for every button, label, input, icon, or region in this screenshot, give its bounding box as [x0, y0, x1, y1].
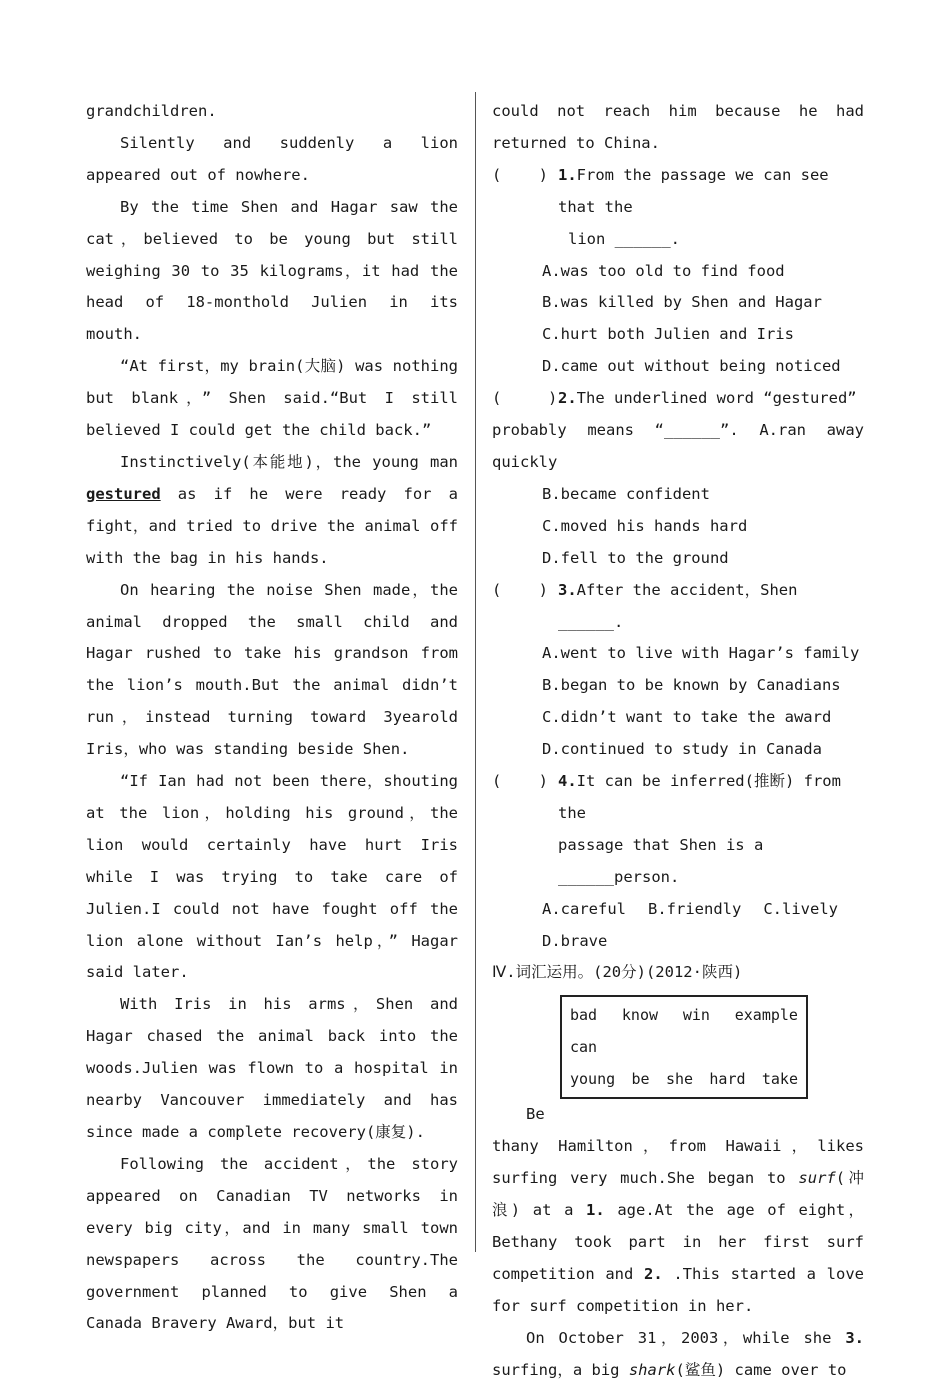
option: A.careful: [542, 899, 626, 918]
question-text: From the passage we can see that the: [558, 165, 829, 216]
word-bank-row: [570, 1063, 798, 1095]
paragraph: [86, 447, 458, 575]
section-heading: Ⅳ.词汇运用。(20分)(2012·陕西): [492, 963, 743, 982]
option: C.moved his hands hard: [542, 516, 748, 535]
question-number: 4.: [558, 772, 577, 791]
word-bank-word: example: [734, 1006, 798, 1025]
question-text: After the accident，Shen ______.: [558, 580, 798, 631]
option: A.went to live with Hagar’s family: [542, 644, 860, 663]
answer-blank[interactable]: ( ): [492, 772, 548, 791]
paragraph: [492, 1323, 864, 1387]
answer-blank[interactable]: ( ): [492, 389, 558, 408]
question-text: The underlined word “gestured”: [576, 389, 857, 408]
paragraph-text: (冲浪) at a: [492, 1169, 864, 1220]
paragraph: Silently and suddenly a lion appeared out of nowhere.: [86, 133, 458, 184]
paragraph: [492, 1131, 864, 1322]
option: D.fell to the ground: [542, 548, 729, 567]
blank-number: 1.: [586, 1201, 605, 1220]
paragraph: Following the accident，the story appeared on Canadian TV networks in every big city，and in many small town newspapers across the country.The government planned to give Shen a Canada Bravery Award，but it: [86, 1154, 458, 1333]
option: D.brave: [542, 931, 608, 950]
option-row: [492, 894, 864, 926]
paragraph: On hearing the noise Shen made，the animal dropped the small child and Hagar rushed to take his grandson from the lion’s mouth.But the animal didn’t run，instead turning toward 3yearold Iris，who was standing beside Shen.: [86, 580, 458, 759]
paragraph-text: On October 31，2003，while she: [526, 1328, 846, 1347]
option: C.hurt both Julien and Iris: [542, 325, 794, 344]
paragraph: “At first，my brain(大脑) was nothing but blank，” Shen said.“But I still believed I could get the child back.”: [86, 357, 458, 440]
option: C.lively: [763, 899, 838, 918]
left-column: [86, 96, 458, 1340]
question-number: 2.: [558, 389, 577, 408]
option: B.friendly: [648, 899, 742, 918]
word-bank-word: be: [631, 1070, 650, 1089]
paragraph-text: Instinctively(本能地)，the young man: [120, 452, 458, 471]
paragraph: With Iris in his arms，Shen and Hagar chased the animal back into the woods.Julien was flown to a hospital in nearby Vancouver immediately and has since made a complete recovery(康复).: [86, 995, 458, 1141]
paragraph-start: Be: [526, 1105, 545, 1124]
word-bank-word: know: [621, 1006, 659, 1025]
column-divider: [475, 92, 476, 1252]
option: D.continued to study in Canada: [542, 740, 822, 759]
word-bank-word: bad: [570, 1006, 598, 1025]
question-3: [492, 575, 864, 766]
paragraph-text: .This started a love for surf competition in her.: [492, 1264, 865, 1315]
right-column: [492, 96, 864, 1387]
option: B.began to be known by Canadians: [542, 676, 841, 695]
paragraph: By the time Shen and Hagar saw the cat，believed to be young but still weighing 30 to 35 kilograms，it had the head of 18-monthold Julien in its mouth.: [86, 197, 458, 344]
word-bank-word: hard: [709, 1070, 746, 1089]
question-1: [492, 160, 864, 383]
paragraph-text: surfing，a big: [492, 1360, 629, 1379]
word-bank-word: can: [570, 1038, 598, 1057]
paragraph: grandchildren.: [86, 102, 217, 120]
paragraph-text: as if he were ready for a fight，and tried to drive the animal off with the bag in his hands.: [86, 484, 458, 567]
word-bank-word: young: [570, 1070, 616, 1089]
paragraph: “If Ian had not been there，shouting at the lion，holding his ground，the lion would certainly have hurt Iris while I was trying to take care of Julien.I could not have fought off the lion alone without Ian’s help，” Hagar said later.: [86, 772, 458, 982]
italic-word: surf: [798, 1169, 836, 1188]
paragraph-text: (鲨鱼) came over to: [675, 1360, 847, 1379]
option: A.was too old to find food: [542, 261, 785, 280]
word-bank-box: [560, 995, 808, 1099]
word-bank-word: she: [665, 1070, 694, 1089]
option: B.became confident: [542, 484, 710, 503]
question-continuation: lion ______.: [568, 229, 680, 248]
question-number: 3.: [558, 580, 577, 599]
question-number: 1.: [558, 165, 577, 184]
option: C.didn’t want to take the award: [542, 708, 832, 727]
paragraph: could not reach him because he had returned to China.: [492, 102, 864, 152]
answer-blank[interactable]: ( ): [492, 580, 548, 599]
word-bank-word: take: [761, 1070, 798, 1089]
word-bank-word: win: [682, 1006, 710, 1025]
question-continuation: probably means “______”. A.ran away quickly: [492, 421, 864, 471]
answer-blank[interactable]: ( ): [492, 165, 548, 184]
question-continuation: passage that Shen is a ______person.: [558, 835, 764, 886]
blank-number: 3.: [845, 1328, 864, 1347]
question-2: [492, 383, 864, 574]
paragraph-text: age.At the age of eight，Bethany took part in her first surf competition and: [492, 1201, 865, 1283]
option: B.was killed by Shen and Hagar: [542, 293, 822, 312]
option: D.came out without being noticed: [542, 357, 841, 376]
underlined-word: gestured: [86, 484, 161, 503]
word-bank-row: [570, 999, 798, 1031]
question-text: It can be inferred(推断) from the: [558, 772, 841, 822]
paragraph-text: thany Hamilton，from Hawaii，likes surfing very much.She began to: [492, 1137, 864, 1188]
question-4: [492, 766, 864, 957]
blank-number: 2.: [644, 1264, 663, 1283]
italic-word: shark: [628, 1360, 676, 1379]
